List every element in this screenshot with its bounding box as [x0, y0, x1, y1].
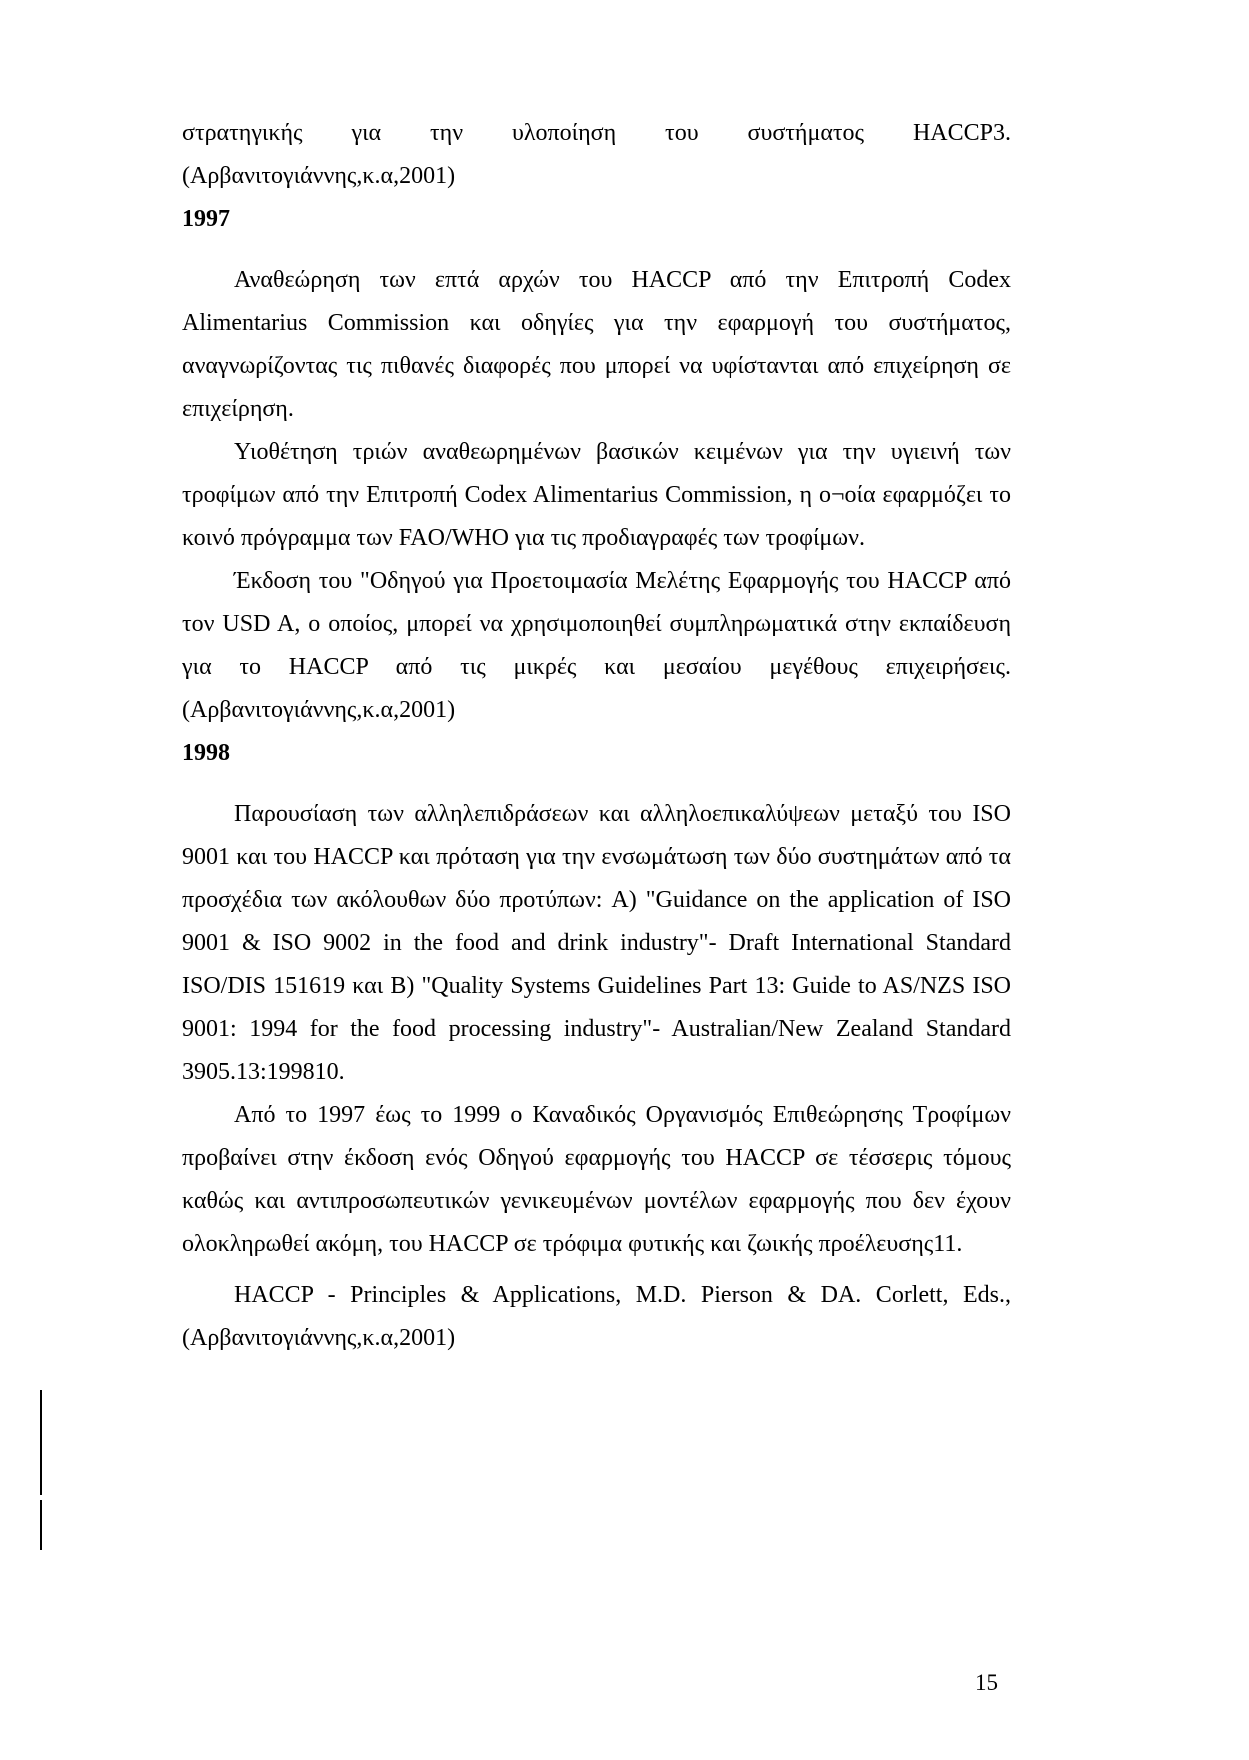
year-heading-1998: 1998 — [182, 740, 230, 766]
spacer — [182, 1266, 1011, 1274]
spacer — [182, 241, 1011, 259]
paragraph-reference: HACCP - Principles & Applications, M.D. Pierson & DA. Corlett, Eds., (Αρβανιτογιάννης,κ.α,2001) — [182, 1282, 1011, 1351]
paragraph-canadian-agency: Από το 1997 έως το 1999 ο Καναδικός Οργανισμός Επιθεώρησης Τροφίμων προβαίνει στην έκδοση ενός Οδηγού εφαρμογής του HACCP σε τέσσερις τόμους καθώς και αντιπροσωπευτικών γενικευμένων μοντέλων εφαρμογής που δεν έχουν ολοκληρωθεί ακόμη, του HACCP σε τρόφιμα φυτικής και ζωικής προέλευσης11. — [182, 1102, 1011, 1257]
paragraph-haccp3-continuation: στρατηγικής για την υλοποίηση του συστήματος HACCP3. (Αρβανιτογιάννης,κ.α,2001) — [182, 120, 1011, 189]
paragraph-iso-haccp: Παρουσίαση των αλληλεπιδράσεων και αλληλοεπικαλύψεων μεταξύ του ISO 9001 και του HACCP και πρόταση για την ενσωμάτωση των δύο συστημάτων από τα προσχέδια των ακόλουθων δύο προτύπων: A) "Guidance on the application of ISO 9001 & ISO 9002 in the food and drink industry"- Draft International Standard ISO/DIS 151619 και B) "Quality Systems Guidelines Part 13: Guide to AS/NZS ISO 9001: 1994 for the food processing industry"- Australian/New Zealand Standard 3905.13:199810. — [182, 801, 1011, 1085]
body-text — [182, 112, 1011, 1360]
margin-line — [40, 1390, 42, 1495]
paragraph-three-texts: Υιοθέτηση τριών αναθεωρημένων βασικών κειμένων για την υγιεινή των τροφίμων από την Επιτροπή Codex Alimentarius Commission, η ο¬οία εφαρμόζει το κοινό πρόγραμμα των FAO/WHO για τις προδιαγραφές των τροφίμων. — [182, 439, 1011, 551]
year-heading-1997: 1997 — [182, 206, 230, 232]
margin-line — [40, 1500, 42, 1550]
paragraph-usda-guide: Έκδοση του "Οδηγού για Προετοιμασία Μελέτης Εφαρμογής του HACCP από τον USD A, ο οποίος, μπορεί να χρησιμοποιηθεί συμπληρωματικά στην εκπαίδευση για το HACCP από τις μικρές και μεσαίου μεγέθους επιχειρήσεις. (Αρβανιτογιάννης,κ.α,2001) — [182, 568, 1011, 723]
paragraph-codex-review: Αναθεώρηση των επτά αρχών του HACCP από την Επιτροπή Codex Alimentarius Commission και οδηγίες για την εφαρμογή του συστήματος, αναγνωρίζοντας τις πιθανές διαφορές που μπορεί να υφίστανται από επιχείρηση σε επιχείρηση. — [182, 267, 1011, 422]
page-number: 15 — [975, 1670, 998, 1695]
spacer — [182, 775, 1011, 793]
